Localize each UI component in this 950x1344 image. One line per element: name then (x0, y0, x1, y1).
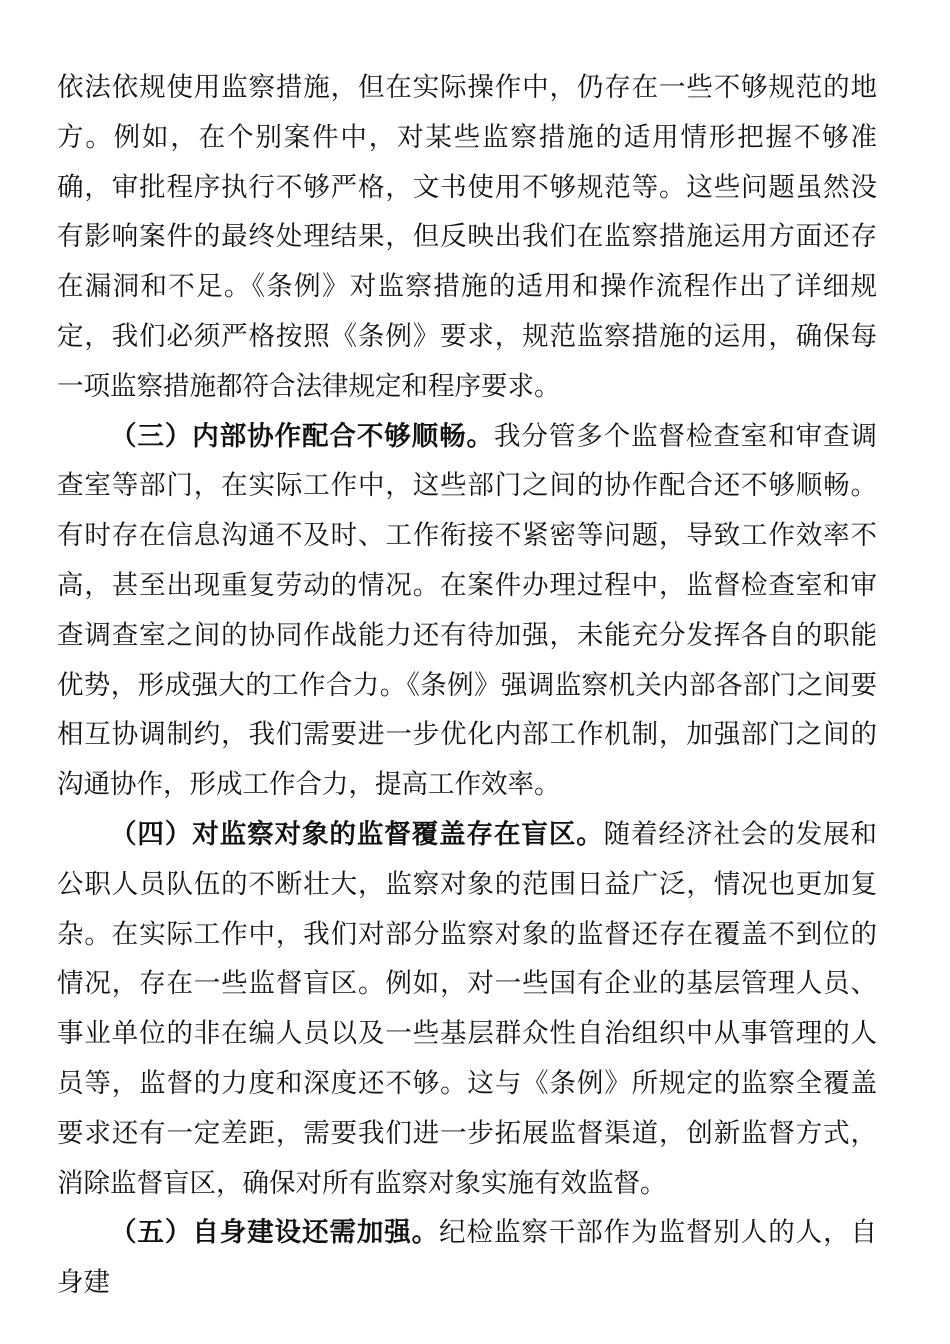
section-heading: （五）自身建设还需加强。 (110, 1217, 440, 1249)
paragraph-body: 依法依规使用监察措施，但在实际操作中，仍存在一些不够规范的地方。例如，在个别案件中，对某些监察措施的适用情形把握不够准确，审批程序执行不够严格，文书使用不够规范等。这些问题虽然没有影响案件的最终处理结果，但反映出我们在监察措施运用方面还存在漏洞和不足。《条例》对监察措施的适用和操作流程作出了详细规定，我们必须严格按照《条例》要求，规范监察措施的运用，确保每一项监察措施都符合法律规定和程序要求。 (57, 72, 877, 402)
section-heading: （三）内部协作配合不够顺畅。 (110, 420, 494, 452)
section-heading: （四）对监察对象的监督覆盖存在盲区。 (110, 818, 604, 850)
paragraph-body: 随着经济社会的发展和公职人员队伍的不断壮大，监察对象的范围日益广泛，情况也更加复杂。在实际工作中，我们对部分监察对象的监督还存在覆盖不到位的情况，存在一些监督盲区。例如，对一些国有企业的基层管理人员、事业单位的非在编人员以及一些基层群众性自治组织中从事管理的人员等，监督的力度和深度还不够。这与《条例》所规定的监察全覆盖要求还有一定差距，需要我们进一步拓展监督渠道，创新监督方式，消除监督盲区，确保对所有监察对象实施有效监督。 (57, 818, 878, 1199)
paragraph-body: 纪检监察干部作为监督别人的人，自身建 (57, 1217, 878, 1299)
document-page (57, 63, 877, 1308)
paragraph-self-construction (57, 1208, 877, 1308)
paragraph-body: 我分管多个监督检查室和审查调查室等部门，在实际工作中，这些部门之间的协作配合还不够顺畅。有时存在信息沟通不及时、工作衔接不紧密等问题，导致工作效率不高，甚至出现重复劳动的情况。在案件办理过程中，监督检查室和审查调查室之间的协同作战能力还有待加强，未能充分发挥各自的职能优势，形成强大的工作合力。《条例》强调监察机关内部各部门之间要相互协调制约，我们需要进一步优化内部工作机制，加强部门之间的沟通协作，形成工作合力，提高工作效率。 (57, 420, 878, 801)
paragraph-continued (57, 63, 877, 412)
paragraph-supervision-coverage (57, 810, 877, 1208)
paragraph-internal-coordination (57, 412, 877, 810)
